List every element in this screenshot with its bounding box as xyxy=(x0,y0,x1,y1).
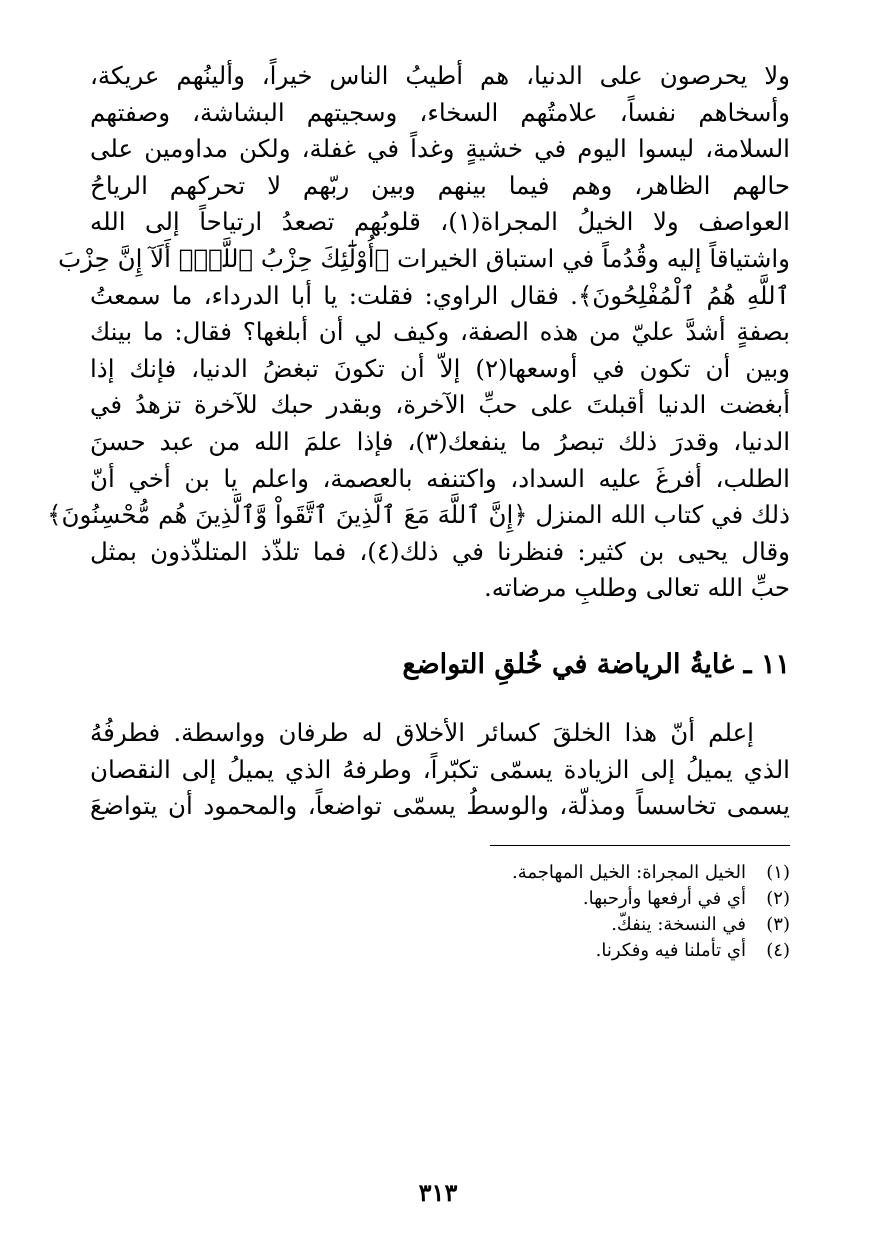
section-heading: ١١ ـ غايةُ الرياضة في خُلقِ التواضع xyxy=(402,648,790,680)
footnotes xyxy=(90,860,790,964)
footnote-number: (٤) xyxy=(766,939,790,961)
body-line: أبغضت الدنيا أقبلتَ على حبِّ الآخرة، وبقدر حبك للآخرة تزهدُ في xyxy=(90,390,790,420)
footnote-1 xyxy=(90,860,790,886)
section-paragraph xyxy=(90,715,790,825)
body-line: وبين أن تكون في أوسعها(٢) إلاّ أن تكونَ تبغضُ الدنيا، فإنك إذا xyxy=(90,353,790,383)
footnote-number: (١) xyxy=(766,861,790,883)
body-line: حبِّ الله تعالى وطلبِ مرضاته. xyxy=(483,573,790,603)
body-line: بصفةٍ أشدَّ عليّ من هذه الصفة، وكيف لي أن أبلغها؟ فقال: ما بينك xyxy=(90,317,790,347)
book-page xyxy=(47,58,791,964)
section-line: الذي يميلُ إلى الزيادة يسمّى تكبّراً، وطرفهُ الذي يميلُ إلى النقصان xyxy=(90,754,790,784)
footnote-text: أي تأملنا فيه وفكرنا. xyxy=(595,939,746,961)
body-line: واشتياقاً إليه وقُدُماً في استباق الخيرات ﴿أُوْلَٰٓئِكَ حِزْبُ ٱللَّهِۚ أَلَآ إِنَّ حِزْبَ xyxy=(58,243,790,273)
footnote-4 xyxy=(90,938,790,964)
body-line: وأسخاهم نفساً، علامتُهم السخاء، وسجيتهم البشاشة، وصفتهم xyxy=(90,97,790,127)
footnote-divider xyxy=(490,845,790,846)
footnote-3 xyxy=(90,912,790,938)
body-line: الدنيا، وقدرَ ذلك تبصرُ ما ينفعك(٣)، فإذا علمَ الله من عبد حسنَ xyxy=(90,426,791,456)
body-line: وقال يحيى بن كثير: فنظرنا في ذلك(٤)، فما تلذّذ المتلذّذون بمثل xyxy=(90,536,790,566)
body-line: الطلب، أفرغَ عليه السداد، واكتنفه بالعصمة، واعلم يا بن أخي أنّ xyxy=(90,463,790,493)
footnote-number: (٣) xyxy=(766,913,790,935)
footnote-text: أي في أرفعها وأرحبها. xyxy=(582,887,746,909)
page-number: ٣١٣ xyxy=(418,1178,458,1207)
body-line: العواصف ولا الخيلُ المجراة(١)، قلوبُهم تصعدُ ارتياحاً إلى الله xyxy=(90,207,790,237)
body-paragraph xyxy=(47,58,791,607)
footnote-text: الخيل المجراة: الخيل المهاجمة. xyxy=(511,861,746,883)
body-line: ولا يحرصون على الدنيا، هم أطيبُ الناس خيراً، وألينُهم عريكة، xyxy=(90,61,790,90)
footnote-text: في النسخة: ينفكّ. xyxy=(611,913,746,935)
footnote-number: (٢) xyxy=(766,887,790,909)
footnote-2 xyxy=(90,886,790,912)
body-line: حالهم الظاهر، وهم فيما بينهم وبين ربّهم لا تحركهم الرياحُ xyxy=(90,170,790,200)
section-line: يسمى تخاسساً ومذلّة، والوسطُ يسمّى تواضعاً، والمحمود أن يتواضعَ xyxy=(90,791,790,821)
section-line: إعلم أنّ هذا الخلقَ كسائر الأخلاق له طرفان وواسطة. فطرفُهُ xyxy=(90,717,754,747)
body-line: ٱللَّهِ هُمُ ٱلْمُفْلِحُونَ﴾. فقال الراوي: فقلت: يا أبا الدرداء، ما سمعتُ xyxy=(90,280,790,310)
body-line: ذلك في كتاب الله المنزل ﴿إِنَّ ٱللَّهَ مَعَ ٱلَّذِينَ ٱتَّقَواْ وَّٱلَّذِينَ هُم مُّحْسِنُونَ﴾ xyxy=(47,500,790,530)
body-line: السلامة، ليسوا اليوم في خشيةٍ وغداً في غفلة، ولكن مداومين على xyxy=(90,134,790,164)
